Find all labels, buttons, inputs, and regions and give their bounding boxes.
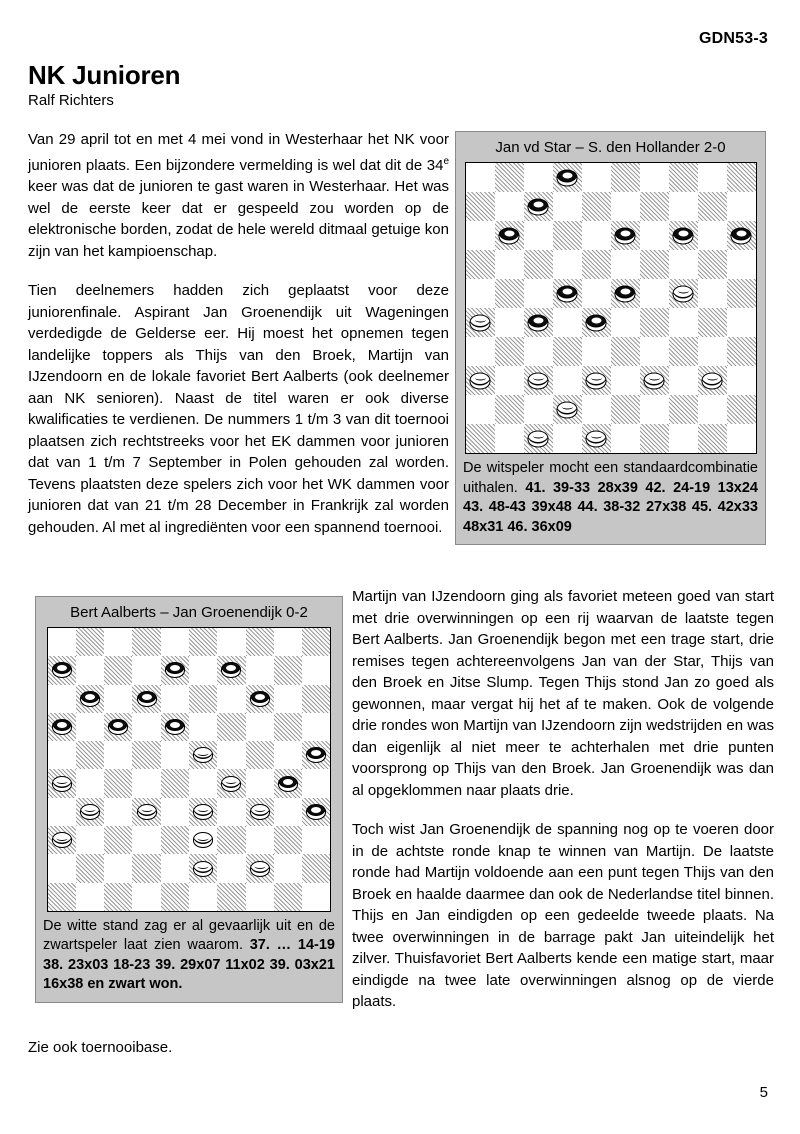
board-square xyxy=(104,854,132,882)
board-square xyxy=(274,854,302,882)
board-square xyxy=(466,308,495,337)
diagram-aalberts-board-wrap xyxy=(36,627,342,912)
board-square xyxy=(217,685,245,713)
board-square xyxy=(553,424,582,453)
board-square xyxy=(161,628,189,656)
board-square xyxy=(274,798,302,826)
black-piece xyxy=(52,662,72,678)
diagram-aalberts-moves: 37. … 14-19 38. 23x03 18-23 39. 29x07 11x02 39. 03x21 16x38 en zwart won. xyxy=(43,937,335,993)
white-piece xyxy=(193,804,213,820)
board-square xyxy=(640,424,669,453)
paragraph-participants: Tien deelnemers hadden zich geplaatst voor deze juniorenfinale. Aspirant Jan Groenendijk uit Wageningen verdedigde de Gelderse eer. Hij moest het opnemen tegen landelijke toppers als Thijs van den Broek, Martijn van IJzendoorn en de lokale favoriet Bert Aalberts (ook deelnemer aan NK senioren). Naast de titel waren er ook diverse kwalificaties te verdienen. De nummers 1 t/m 3 van dit toernooi plaatsen zich rechtstreeks voor het EK dammen voor junioren dat van 1 t/m 7 September in Polen gehouden zal worden. Tevens plaatsten deze spelers zich voor het WK dammen voor junioren dat van 21 t/m 28 December in Frankrijk zal worden gehouden. Al met al ingrediënten voor een spannend toernooi. xyxy=(28,282,449,536)
board-square xyxy=(582,366,611,395)
white-piece xyxy=(193,832,213,848)
board-square xyxy=(553,395,582,424)
board-square xyxy=(246,883,274,911)
board-square xyxy=(669,337,698,366)
board-square xyxy=(582,424,611,453)
board-square xyxy=(246,685,274,713)
board-square xyxy=(48,741,76,769)
board-square xyxy=(727,192,756,221)
board-square xyxy=(698,221,727,250)
board-square xyxy=(217,769,245,797)
white-piece xyxy=(528,372,549,389)
board-square xyxy=(302,883,330,911)
board-square xyxy=(727,279,756,308)
white-piece xyxy=(644,372,665,389)
diagram-aalberts xyxy=(35,596,343,1003)
black-piece xyxy=(165,719,185,735)
board-square xyxy=(611,395,640,424)
article-author: Ralf Richters xyxy=(28,92,114,109)
board-square xyxy=(524,163,553,192)
board-square xyxy=(104,798,132,826)
draughts-board-star xyxy=(465,162,757,454)
page-number: 5 xyxy=(759,1084,768,1101)
draughts-board-aalberts xyxy=(47,627,332,912)
white-piece xyxy=(470,314,491,331)
board-square xyxy=(302,741,330,769)
board-square xyxy=(302,826,330,854)
board-square xyxy=(640,308,669,337)
black-piece xyxy=(615,285,636,302)
board-square xyxy=(161,656,189,684)
board-square xyxy=(466,163,495,192)
board-square xyxy=(582,250,611,279)
diagram-star-moves: 41. 39-33 28x39 42. 24-19 13x24 43. 48-43 39x48 44. 38-32 27x38 45. 42x33 48x31 46. 36x09 xyxy=(463,479,758,535)
board-square xyxy=(698,250,727,279)
board-square xyxy=(466,250,495,279)
board-square xyxy=(217,883,245,911)
board-square xyxy=(582,279,611,308)
paragraph-intro xyxy=(28,129,449,262)
board-square xyxy=(217,741,245,769)
board-square xyxy=(582,221,611,250)
board-square xyxy=(302,769,330,797)
board-square xyxy=(246,628,274,656)
board-square xyxy=(466,279,495,308)
board-square xyxy=(727,308,756,337)
board-square xyxy=(274,741,302,769)
board-square xyxy=(611,192,640,221)
board-square xyxy=(640,395,669,424)
black-piece xyxy=(499,227,520,244)
diagram-star xyxy=(455,131,766,545)
white-piece xyxy=(586,372,607,389)
board-square xyxy=(189,798,217,826)
board-square xyxy=(132,656,160,684)
board-square xyxy=(524,192,553,221)
board-square xyxy=(669,221,698,250)
board-square xyxy=(132,826,160,854)
issue-code: GDN53-3 xyxy=(699,30,768,47)
board-square xyxy=(640,279,669,308)
black-piece xyxy=(306,804,326,820)
board-square xyxy=(104,769,132,797)
board-square xyxy=(669,163,698,192)
board-square xyxy=(132,798,160,826)
board-square xyxy=(669,250,698,279)
board-square xyxy=(48,854,76,882)
diagram-aalberts-title: Bert Aalberts – Jan Groenendijk 0-2 xyxy=(70,604,308,621)
board-square xyxy=(217,628,245,656)
board-square xyxy=(104,628,132,656)
white-piece xyxy=(52,832,72,848)
board-square xyxy=(727,163,756,192)
white-piece xyxy=(193,747,213,763)
board-square xyxy=(246,769,274,797)
board-square xyxy=(217,798,245,826)
board-square xyxy=(132,883,160,911)
board-square xyxy=(48,685,76,713)
board-square xyxy=(274,656,302,684)
black-piece xyxy=(52,719,72,735)
black-piece xyxy=(306,747,326,763)
board-square xyxy=(698,192,727,221)
board-square xyxy=(611,424,640,453)
right-text-column xyxy=(352,586,774,1013)
board-square xyxy=(495,221,524,250)
board-square xyxy=(161,798,189,826)
board-square xyxy=(132,769,160,797)
board-square xyxy=(466,366,495,395)
paragraph-intro-part1: Van 29 april tot en met 4 mei vond in Westerhaar het NK voor junioren plaats. Een bijzondere vermelding is wel dat dit de 34 xyxy=(28,131,449,174)
board-square xyxy=(611,279,640,308)
board-square xyxy=(466,337,495,366)
board-square xyxy=(466,192,495,221)
paragraph-tournament-course: Martijn van IJzendoorn ging als favoriet meteen goed van start met drie overwinningen op een rij waarvan de laatste tegen Bert Aalberts. Jan Groenendijk begon met een trage start, drie remises tegen achtereenvolgens Jan van der Star, Thijs van den Broek en Jitse Slump. Tegen Thijs stond Jan zo goed als gewonnen, maar vergat hij het af te maken. Ook de volgende drie rondes won Martijn van IJzendoorn zijn wedstrijden en was dan eigenlijk al niet meer te achterhalen met drie punten voorsprong op Thijs van den Broek. Jan Groenendijk was dan al opgeklommen naar plaats drie. xyxy=(352,588,774,799)
paragraph-intro-part2: keer was dat de junioren te gast waren in Westerhaar. Het was wel de eerste keer dat er gespeeld zou worden op de elektronische borden, zodat de hele wereld ditmaal getuige kon zijn van het kampioenschap. xyxy=(28,178,449,260)
board-square xyxy=(189,741,217,769)
board-square xyxy=(48,656,76,684)
board-square xyxy=(611,308,640,337)
board-square xyxy=(495,395,524,424)
diagram-aalberts-caption-text: De witte stand zag er al gevaarlijk uit en de zwartspeler laat zien waarom. xyxy=(43,917,335,954)
black-piece xyxy=(586,314,607,331)
left-text-column xyxy=(28,129,449,538)
board-square xyxy=(274,713,302,741)
board-square xyxy=(104,713,132,741)
board-square xyxy=(48,798,76,826)
board-square xyxy=(76,741,104,769)
board-square xyxy=(640,221,669,250)
board-square xyxy=(189,713,217,741)
board-square xyxy=(727,395,756,424)
black-piece xyxy=(165,662,185,678)
black-piece xyxy=(673,227,694,244)
board-square xyxy=(132,741,160,769)
black-piece xyxy=(80,691,100,707)
board-square xyxy=(524,337,553,366)
board-square xyxy=(246,798,274,826)
board-square xyxy=(553,279,582,308)
board-square xyxy=(217,656,245,684)
white-piece xyxy=(137,804,157,820)
board-square xyxy=(669,308,698,337)
board-square xyxy=(553,308,582,337)
diagram-aalberts-caption xyxy=(36,912,342,1002)
ordinal-suffix: e xyxy=(443,155,449,167)
white-piece xyxy=(586,430,607,447)
black-piece xyxy=(250,691,270,707)
board-square xyxy=(524,424,553,453)
board-square xyxy=(495,192,524,221)
board-square xyxy=(246,741,274,769)
board-square xyxy=(302,656,330,684)
board-square xyxy=(132,628,160,656)
black-piece xyxy=(278,776,298,792)
board-square xyxy=(727,250,756,279)
board-square xyxy=(104,826,132,854)
board-square xyxy=(189,656,217,684)
board-square xyxy=(727,424,756,453)
board-square xyxy=(698,395,727,424)
board-square xyxy=(553,337,582,366)
board-square xyxy=(524,250,553,279)
board-square xyxy=(611,250,640,279)
board-square xyxy=(698,424,727,453)
board-square xyxy=(246,826,274,854)
board-square xyxy=(727,337,756,366)
board-square xyxy=(611,337,640,366)
board-square xyxy=(132,713,160,741)
white-piece xyxy=(702,372,723,389)
board-square xyxy=(104,656,132,684)
board-square xyxy=(161,826,189,854)
black-piece xyxy=(557,169,578,186)
black-piece xyxy=(528,198,549,215)
white-piece xyxy=(52,776,72,792)
board-square xyxy=(189,769,217,797)
board-square xyxy=(611,163,640,192)
board-square xyxy=(217,713,245,741)
board-square xyxy=(76,628,104,656)
board-square xyxy=(466,424,495,453)
board-square xyxy=(553,192,582,221)
board-square xyxy=(582,163,611,192)
board-square xyxy=(76,713,104,741)
black-piece xyxy=(108,719,128,735)
board-square xyxy=(217,826,245,854)
board-square xyxy=(189,854,217,882)
board-square xyxy=(524,395,553,424)
board-square xyxy=(48,826,76,854)
board-square xyxy=(189,826,217,854)
board-square xyxy=(640,366,669,395)
white-piece xyxy=(80,804,100,820)
board-square xyxy=(727,221,756,250)
board-square xyxy=(104,883,132,911)
black-piece xyxy=(731,227,752,244)
board-square xyxy=(302,628,330,656)
board-square xyxy=(495,424,524,453)
board-square xyxy=(669,192,698,221)
board-square xyxy=(669,279,698,308)
board-square xyxy=(495,250,524,279)
board-square xyxy=(274,883,302,911)
board-square xyxy=(698,163,727,192)
diagram-star-caption-text: De witspeler mocht een standaardcombinatie uithalen. xyxy=(463,460,758,496)
board-square xyxy=(611,366,640,395)
board-square xyxy=(466,395,495,424)
board-square xyxy=(76,826,104,854)
board-square xyxy=(189,628,217,656)
diagram-star-board-wrap xyxy=(456,162,765,454)
board-square xyxy=(495,337,524,366)
board-square xyxy=(495,279,524,308)
board-square xyxy=(640,250,669,279)
page-title: NK Junioren xyxy=(28,60,181,90)
board-square xyxy=(524,221,553,250)
board-square xyxy=(161,883,189,911)
board-square xyxy=(161,713,189,741)
board-square xyxy=(553,250,582,279)
white-piece xyxy=(470,372,491,389)
board-square xyxy=(274,769,302,797)
white-piece xyxy=(250,804,270,820)
white-piece xyxy=(193,861,213,877)
board-square xyxy=(495,163,524,192)
board-square xyxy=(189,685,217,713)
board-square xyxy=(640,192,669,221)
board-square xyxy=(48,769,76,797)
board-square xyxy=(132,685,160,713)
board-square xyxy=(524,366,553,395)
board-square xyxy=(76,854,104,882)
paragraph-final-rounds: Toch wist Jan Groenendijk de spanning nog op te voeren door in de achtste ronde knap te winnen van Martijn. De laatste ronde had Martijn voldoende aan een punt tegen Thijs van den Broek en haalde daarmee dan ook de Nederlandse titel binnen. Thijs en Jan eindigden op een gedeelde tweede plaats. Na twee overwinningen in de barrage pakt Jan uiteindelijk het zilver. Thuisfavoriet Bert Aalberts kende een matige start, maar eindigde na twee late overwinningen alsnog op de vierde plaats. xyxy=(352,821,774,1010)
board-square xyxy=(302,685,330,713)
board-square xyxy=(161,854,189,882)
white-piece xyxy=(528,430,549,447)
black-piece xyxy=(221,662,241,678)
white-piece xyxy=(221,776,241,792)
footer-note: Zie ook toernooibase. xyxy=(28,1039,173,1056)
board-square xyxy=(698,366,727,395)
board-square xyxy=(246,713,274,741)
diagram-star-title: Jan vd Star – S. den Hollander 2-0 xyxy=(495,139,726,156)
board-square xyxy=(76,798,104,826)
board-square xyxy=(582,192,611,221)
white-piece xyxy=(557,401,578,418)
board-square xyxy=(302,854,330,882)
board-square xyxy=(669,395,698,424)
board-square xyxy=(698,279,727,308)
board-square xyxy=(217,854,245,882)
board-square xyxy=(466,221,495,250)
black-piece xyxy=(557,285,578,302)
board-square xyxy=(698,337,727,366)
board-square xyxy=(132,854,160,882)
board-square xyxy=(640,337,669,366)
board-square xyxy=(189,883,217,911)
board-square xyxy=(524,308,553,337)
black-piece xyxy=(137,691,157,707)
black-piece xyxy=(615,227,636,244)
board-square xyxy=(553,163,582,192)
board-square xyxy=(48,883,76,911)
board-square xyxy=(524,279,553,308)
board-square xyxy=(302,713,330,741)
white-piece xyxy=(250,861,270,877)
board-square xyxy=(582,337,611,366)
board-square xyxy=(274,628,302,656)
board-square xyxy=(76,883,104,911)
board-square xyxy=(669,366,698,395)
board-square xyxy=(727,366,756,395)
board-square xyxy=(274,826,302,854)
board-square xyxy=(669,424,698,453)
board-square xyxy=(161,741,189,769)
board-square xyxy=(104,685,132,713)
board-square xyxy=(495,308,524,337)
board-square xyxy=(161,769,189,797)
board-square xyxy=(640,163,669,192)
board-square xyxy=(76,769,104,797)
board-square xyxy=(582,395,611,424)
board-square xyxy=(48,628,76,656)
white-piece xyxy=(673,285,694,302)
diagram-star-caption xyxy=(456,454,765,544)
board-square xyxy=(611,221,640,250)
board-square xyxy=(495,366,524,395)
board-square xyxy=(246,656,274,684)
board-square xyxy=(76,656,104,684)
board-square xyxy=(104,741,132,769)
board-square xyxy=(274,685,302,713)
board-square xyxy=(553,221,582,250)
board-square xyxy=(698,308,727,337)
board-square xyxy=(302,798,330,826)
board-square xyxy=(246,854,274,882)
board-square xyxy=(161,685,189,713)
black-piece xyxy=(528,314,549,331)
board-square xyxy=(553,366,582,395)
board-square xyxy=(48,713,76,741)
board-square xyxy=(582,308,611,337)
board-square xyxy=(76,685,104,713)
